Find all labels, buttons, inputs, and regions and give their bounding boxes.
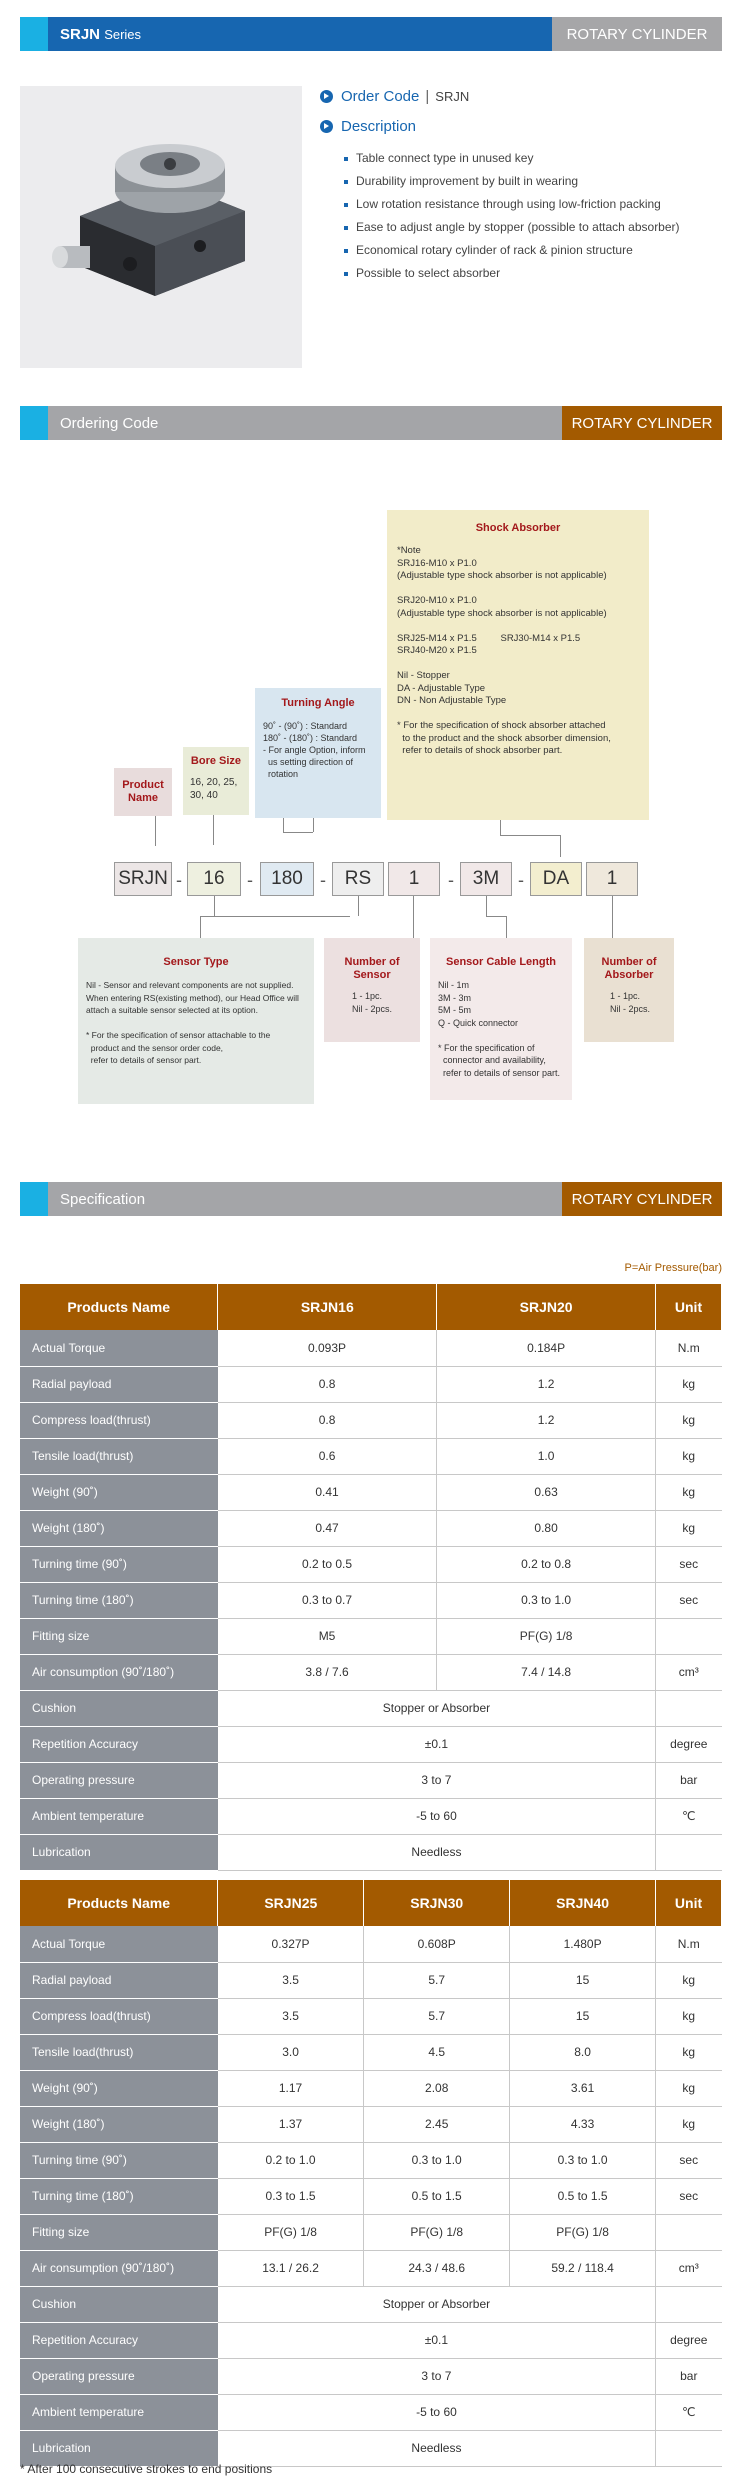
number-of-sensor-box: Number of Sensor 1 - 1pc. Nil - 2pcs. xyxy=(324,938,420,1042)
table-cell: 1.0 xyxy=(437,1438,656,1474)
table-row xyxy=(20,2178,722,2214)
bullet-icon xyxy=(344,272,348,276)
table-row xyxy=(20,1402,722,1438)
table-cell: 0.5 to 1.5 xyxy=(510,2178,656,2214)
turning-angle-box: Turning Angle 90˚ - (90˚) : Standard 180˚ - (180˚) : Standard - For angle Option, inform us setting direction of rotation xyxy=(255,688,381,818)
table-row xyxy=(20,1330,722,1366)
row-label: Fitting size xyxy=(20,2214,218,2250)
row-label: Repetition Accuracy xyxy=(20,2322,218,2358)
row-label: Ambient temperature xyxy=(20,1798,218,1834)
table-row xyxy=(20,1834,722,1870)
table-cell: 15 xyxy=(510,1998,656,2034)
code-cable-length: 3M xyxy=(460,862,512,896)
table-cell: 2.45 xyxy=(364,2106,510,2142)
table-row xyxy=(20,1438,722,1474)
code-shock-absorber: DA xyxy=(530,862,582,896)
table-cell: N.m xyxy=(656,1926,722,1962)
table-cell: kg xyxy=(656,1510,722,1546)
table-header-row: Products Name SRJN25 SRJN30 SRJN40 Unit xyxy=(20,1880,722,1926)
table-cell: 0.47 xyxy=(218,1510,437,1546)
table-header-row: Products Name SRJN16 SRJN20 Unit xyxy=(20,1284,722,1330)
section-title: Specification xyxy=(48,1182,580,1216)
row-label: Tensile load(thrust) xyxy=(20,2034,218,2070)
list-item: Possible to select absorber xyxy=(344,262,680,285)
row-label: Radial payload xyxy=(20,1962,218,1998)
table-cell: ±0.1 xyxy=(218,1726,656,1762)
table-cell: 0.2 to 0.8 xyxy=(437,1546,656,1582)
table-row xyxy=(20,1654,722,1690)
row-label: Operating pressure xyxy=(20,1762,218,1798)
table-cell: 0.8 xyxy=(218,1402,437,1438)
table-cell: 13.1 / 26.2 xyxy=(218,2250,364,2286)
table-cell: PF(G) 1/8 xyxy=(218,2214,364,2250)
table-cell: Stopper or Absorber xyxy=(218,2286,656,2322)
specification-bar xyxy=(20,1182,722,1216)
table-cell: kg xyxy=(656,2106,722,2142)
table-row xyxy=(20,2286,722,2322)
row-label: Weight (90˚) xyxy=(20,2070,218,2106)
ordering-code-bar xyxy=(20,406,722,440)
table-row xyxy=(20,2034,722,2070)
order-code-heading: Order Code | SRJN xyxy=(320,88,469,105)
table-cell xyxy=(656,2286,722,2322)
row-label: Weight (180˚) xyxy=(20,2106,218,2142)
table-row xyxy=(20,1926,722,1962)
number-of-absorber-box: Number of Absorber 1 - 1pc. Nil - 2pcs. xyxy=(584,938,674,1042)
description-heading: Description xyxy=(320,118,416,135)
table-cell: cm³ xyxy=(656,1654,722,1690)
table-cell: 3 to 7 xyxy=(218,2358,656,2394)
sensor-type-box: Sensor Type Nil - Sensor and relevant components are not supplied. When entering RS(existing method), our Head Office will attach a suitable sensor selected at its option. * For the specification of sensor attachable to the product and the sensor order code, refer to details of sensor part. xyxy=(78,938,314,1104)
row-label: Fitting size xyxy=(20,1618,218,1654)
table-row xyxy=(20,1582,722,1618)
row-label: Operating pressure xyxy=(20,2358,218,2394)
table-cell: 1.2 xyxy=(437,1366,656,1402)
table-row xyxy=(20,1798,722,1834)
table-cell: 0.327P xyxy=(218,1926,364,1962)
table-cell: 3.8 / 7.6 xyxy=(218,1654,437,1690)
table-cell: 0.608P xyxy=(364,1926,510,1962)
table-cell: ±0.1 xyxy=(218,2322,656,2358)
product-photo xyxy=(20,86,302,368)
table-row xyxy=(20,1510,722,1546)
table-cell: 0.41 xyxy=(218,1474,437,1510)
table-cell: 1.480P xyxy=(510,1926,656,1962)
pressure-note: P=Air Pressure(bar) xyxy=(624,1262,722,1274)
row-label: Tensile load(thrust) xyxy=(20,1438,218,1474)
table-cell: kg xyxy=(656,1474,722,1510)
table-cell: 0.3 to 1.0 xyxy=(437,1582,656,1618)
row-label: Cushion xyxy=(20,2286,218,2322)
table-cell: 1.17 xyxy=(218,2070,364,2106)
row-label: Air consumption (90˚/180˚) xyxy=(20,2250,218,2286)
shock-absorber-box: Shock Absorber *Note SRJ16-M10 x P1.0 (Adjustable type shock absorber is not applicable) SRJ20-M10 x P1.0 (Adjustable type shock absorber is not applicable) SRJ25-M14 x P1.5 SRJ30-M14 x P1.5 SRJ40-M20 x P1.5 Nil - Stopper DA - Adjustable Type DN - Non Adjustable Type * For the specification of shock absorber attached to the product and the shock absorber dimension, refer to details of shock absorber part. xyxy=(387,510,649,820)
category-label: ROTARY CYLINDER xyxy=(562,1182,722,1216)
table-cell: 3.61 xyxy=(510,2070,656,2106)
table-row xyxy=(20,1546,722,1582)
list-item: Table connect type in unused key xyxy=(344,147,680,170)
table-cell: cm³ xyxy=(656,2250,722,2286)
row-label: Turning time (180˚) xyxy=(20,2178,218,2214)
footnote: * After 100 consecutive strokes to end positions xyxy=(20,2462,273,2476)
row-label: Turning time (180˚) xyxy=(20,1582,218,1618)
table-cell: sec xyxy=(656,1582,722,1618)
table-cell: 0.80 xyxy=(437,1510,656,1546)
table-cell: ℃ xyxy=(656,2394,722,2430)
table-row xyxy=(20,2250,722,2286)
bullet-icon xyxy=(344,203,348,207)
table-cell: 3.5 xyxy=(218,1962,364,1998)
table-cell: 1.37 xyxy=(218,2106,364,2142)
table-cell: M5 xyxy=(218,1618,437,1654)
code-bore-size: 16 xyxy=(187,862,241,896)
bullet-icon xyxy=(344,180,348,184)
table-cell: 0.5 to 1.5 xyxy=(364,2178,510,2214)
table-cell: kg xyxy=(656,1438,722,1474)
row-label: Turning time (90˚) xyxy=(20,1546,218,1582)
table-cell xyxy=(656,1690,722,1726)
table-cell: kg xyxy=(656,2070,722,2106)
table-row xyxy=(20,1962,722,1998)
table-cell: 0.184P xyxy=(437,1330,656,1366)
row-label: Compress load(thrust) xyxy=(20,1402,218,1438)
table-cell: -5 to 60 xyxy=(218,1798,656,1834)
table-row xyxy=(20,2430,722,2466)
table-cell xyxy=(656,2430,722,2466)
code-number-of-sensor: 1 xyxy=(388,862,440,896)
code-turning-angle: 180 xyxy=(260,862,314,896)
bullet-arrow-icon xyxy=(320,120,333,133)
table-cell: kg xyxy=(656,1998,722,2034)
row-label: Weight (90˚) xyxy=(20,1474,218,1510)
table-cell: 0.3 to 1.5 xyxy=(218,2178,364,2214)
row-label: Lubrication xyxy=(20,1834,218,1870)
table-cell: 0.6 xyxy=(218,1438,437,1474)
table-row xyxy=(20,2358,722,2394)
table-cell: PF(G) 1/8 xyxy=(510,2214,656,2250)
table-row xyxy=(20,2070,722,2106)
table-cell: kg xyxy=(656,2034,722,2070)
row-label: Turning time (90˚) xyxy=(20,2142,218,2178)
table-cell: 0.2 to 1.0 xyxy=(218,2142,364,2178)
table-cell: PF(G) 1/8 xyxy=(437,1618,656,1654)
table-cell: 3.0 xyxy=(218,2034,364,2070)
table-cell: 59.2 / 118.4 xyxy=(510,2250,656,2286)
table-cell: 7.4 / 14.8 xyxy=(437,1654,656,1690)
code-number-of-absorber: 1 xyxy=(586,862,638,896)
table-row xyxy=(20,1618,722,1654)
spec-table-2 xyxy=(20,1880,722,2467)
row-label: Repetition Accuracy xyxy=(20,1726,218,1762)
table-cell: sec xyxy=(656,2142,722,2178)
table-cell: bar xyxy=(656,1762,722,1798)
table-cell: 24.3 / 48.6 xyxy=(364,2250,510,2286)
code-sensor-type: RS xyxy=(332,862,384,896)
table-cell: N.m xyxy=(656,1330,722,1366)
row-label: Weight (180˚) xyxy=(20,1510,218,1546)
feature-list xyxy=(344,147,680,285)
row-label: Compress load(thrust) xyxy=(20,1998,218,2034)
table-row xyxy=(20,1366,722,1402)
table-row xyxy=(20,2322,722,2358)
table-cell: bar xyxy=(656,2358,722,2394)
row-label: Actual Torque xyxy=(20,1926,218,1962)
category-label: ROTARY CYLINDER xyxy=(552,17,722,51)
bullet-icon xyxy=(344,249,348,253)
table-cell: Stopper or Absorber xyxy=(218,1690,656,1726)
list-item: Durability improvement by built in wearing xyxy=(344,170,680,193)
row-label: Lubrication xyxy=(20,2430,218,2466)
table-cell xyxy=(656,2214,722,2250)
table-cell: 0.3 to 1.0 xyxy=(510,2142,656,2178)
bullet-icon xyxy=(344,226,348,230)
table-cell: 0.63 xyxy=(437,1474,656,1510)
row-label: Ambient temperature xyxy=(20,2394,218,2430)
table-row xyxy=(20,2214,722,2250)
table-cell: Needless xyxy=(218,1834,656,1870)
table-row xyxy=(20,2142,722,2178)
table-cell: 4.33 xyxy=(510,2106,656,2142)
sensor-cable-length-box: Sensor Cable Length Nil - 1m 3M - 3m 5M - 5m Q - Quick connector * For the specification of connector and availability, refer to details of sensor part. xyxy=(430,938,572,1100)
table-cell: 8.0 xyxy=(510,2034,656,2070)
table-cell: 4.5 xyxy=(364,2034,510,2070)
table-cell: 3 to 7 xyxy=(218,1762,656,1798)
table-row xyxy=(20,1726,722,1762)
table-cell: degree xyxy=(656,2322,722,2358)
series-title: SRJN Series xyxy=(48,17,580,51)
table-cell: 0.093P xyxy=(218,1330,437,1366)
table-cell: ℃ xyxy=(656,1798,722,1834)
table-cell: 5.7 xyxy=(364,1998,510,2034)
table-row xyxy=(20,1762,722,1798)
table-cell xyxy=(656,1834,722,1870)
table-row xyxy=(20,1998,722,2034)
bullet-arrow-icon xyxy=(320,90,333,103)
table-cell: 5.7 xyxy=(364,1962,510,1998)
shock-absorber-details: *Note SRJ16-M10 x P1.0 (Adjustable type shock absorber is not applicable) SRJ20-M10 x P1.0 (Adjustable type shock absorber is not applicable) SRJ25-M14 x P1.5 SRJ30-M14 x P1.5 SRJ40-M20 x P1.5 Nil - Stopper DA - Adjustable Type DN - Non Adjustable Type * For the specification of shock absorber attached to the product and the shock absorber dimension, refer to details of shock absorber part. xyxy=(397,545,611,756)
table-cell: kg xyxy=(656,1402,722,1438)
list-item: Low rotation resistance through using low-friction packing xyxy=(344,193,680,216)
product-name-box: Product Name xyxy=(114,768,172,816)
table-row xyxy=(20,1474,722,1510)
table-cell: 15 xyxy=(510,1962,656,1998)
table-cell: sec xyxy=(656,2178,722,2214)
row-label: Actual Torque xyxy=(20,1330,218,1366)
table-cell: kg xyxy=(656,1962,722,1998)
table-cell: sec xyxy=(656,1546,722,1582)
table-cell: 0.3 to 0.7 xyxy=(218,1582,437,1618)
code-product-name: SRJN xyxy=(114,862,172,896)
row-label: Radial payload xyxy=(20,1366,218,1402)
table-cell: 0.2 to 0.5 xyxy=(218,1546,437,1582)
row-label: Air consumption (90˚/180˚) xyxy=(20,1654,218,1690)
order-code-value: SRJN xyxy=(435,89,470,104)
table-cell: -5 to 60 xyxy=(218,2394,656,2430)
category-label: ROTARY CYLINDER xyxy=(562,406,722,440)
table-cell: 2.08 xyxy=(364,2070,510,2106)
spec-table-1 xyxy=(20,1284,722,1871)
table-row xyxy=(20,2106,722,2142)
table-cell: Needless xyxy=(218,2430,656,2466)
table-cell: 0.3 to 1.0 xyxy=(364,2142,510,2178)
list-item: Economical rotary cylinder of rack & pinion structure xyxy=(344,239,680,262)
row-label: Cushion xyxy=(20,1690,218,1726)
table-cell: 3.5 xyxy=(218,1998,364,2034)
bullet-icon xyxy=(344,157,348,161)
table-cell: kg xyxy=(656,1366,722,1402)
section-title: Ordering Code xyxy=(48,406,580,440)
list-item: Ease to adjust angle by stopper (possible to attach absorber) xyxy=(344,216,680,239)
table-cell: PF(G) 1/8 xyxy=(364,2214,510,2250)
table-row xyxy=(20,2394,722,2430)
table-row xyxy=(20,1690,722,1726)
table-cell: degree xyxy=(656,1726,722,1762)
table-cell: 0.8 xyxy=(218,1366,437,1402)
table-cell: 1.2 xyxy=(437,1402,656,1438)
series-header-bar xyxy=(20,17,722,51)
table-cell xyxy=(656,1618,722,1654)
bore-size-box: Bore Size 16, 20, 25, 30, 40 xyxy=(183,747,249,815)
